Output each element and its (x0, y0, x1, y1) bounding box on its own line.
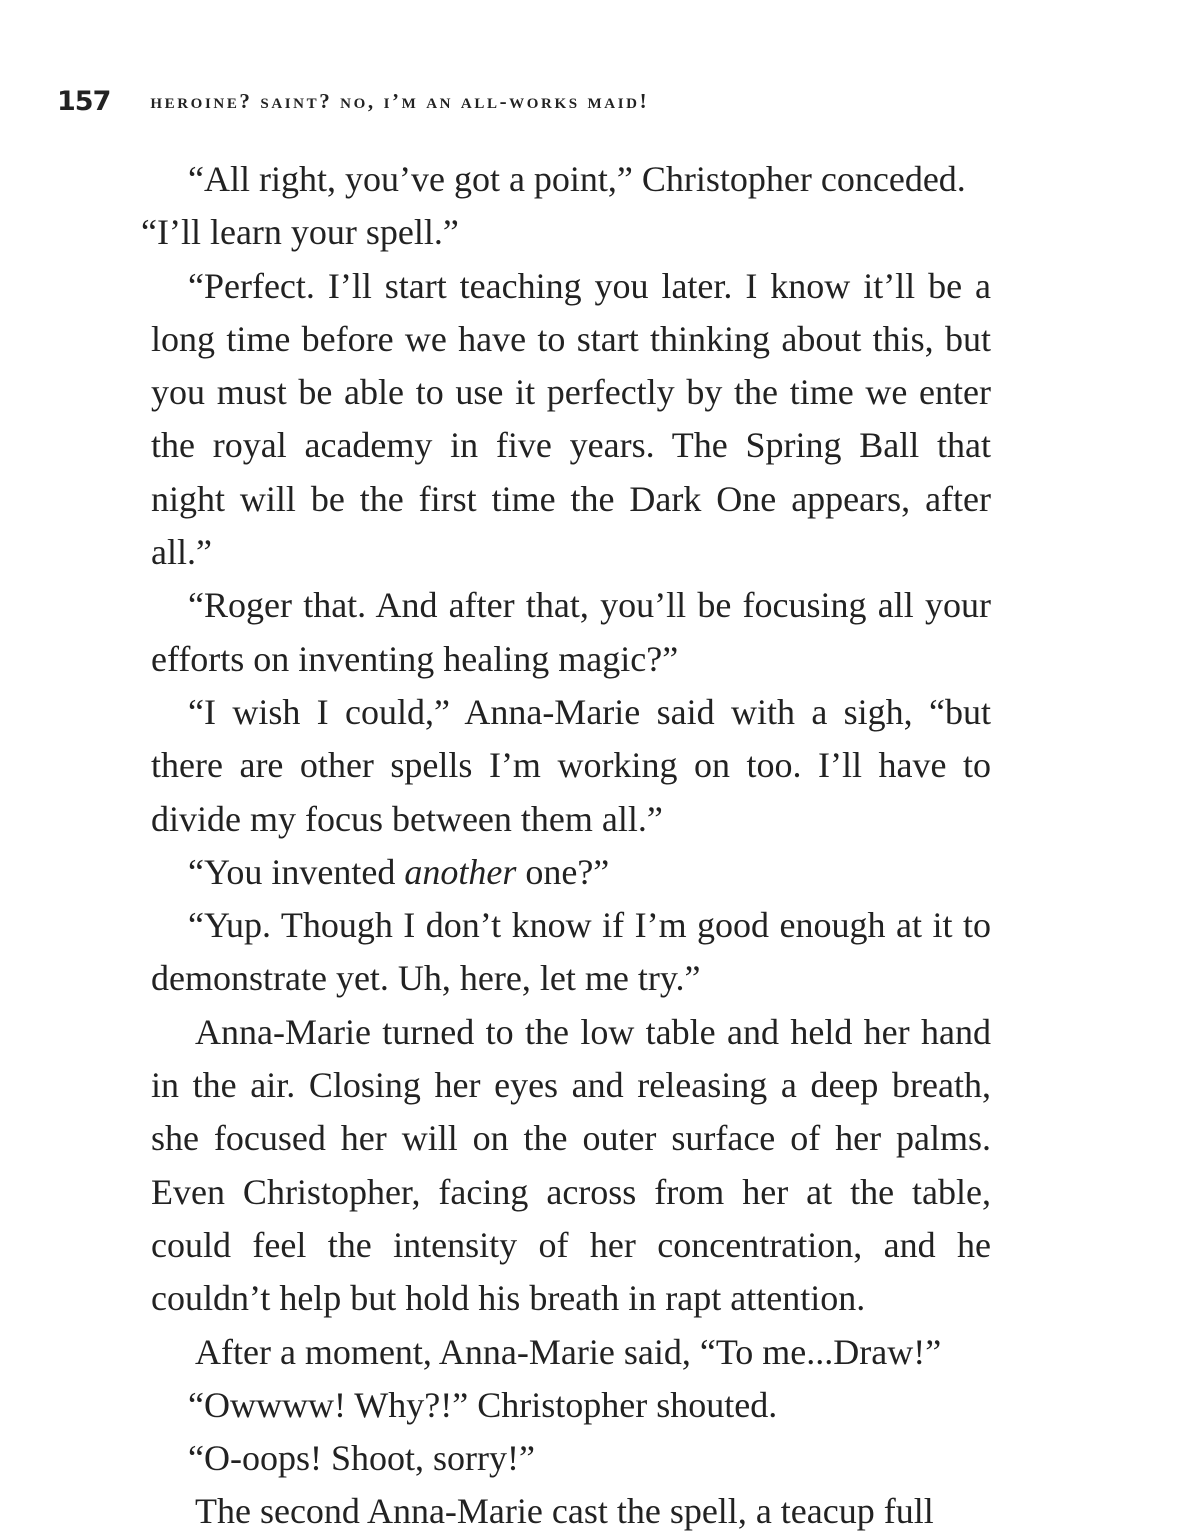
paragraph: After a moment, Anna-Marie said, “To me...Draw!” (195, 1331, 942, 1372)
running-header (57, 84, 649, 118)
page-number: 157 (57, 85, 111, 117)
paragraph-text: one?” (516, 851, 610, 892)
paragraph: “Roger that. And after that, you’ll be focusing all your efforts on inventing healing magic?” (151, 585, 991, 679)
paragraph: “I wish I could,” Anna-Marie said with a sigh, “but there are other spells I’m working on too. I’ll have to divide my focus between them all.” (151, 691, 991, 839)
paragraph: “Perfect. I’ll start teaching you later. I know it’ll be a long time before we have to start thinking about this, but you must be able to use it perfectly by the time we enter the royal academy in five years. The Spring Ball that night will be the first time the Dark One appears, after all.” (151, 265, 991, 573)
italic-emphasis: another (404, 851, 517, 892)
paragraph (151, 846, 991, 899)
paragraph: “Owwww! Why?!” Christopher shouted. (188, 1384, 778, 1425)
book-title: heroine? saint? no, i’m an all-works maid! (150, 88, 650, 113)
paragraph: “Yup. Though I don’t know if I’m good enough at it to demonstrate yet. Uh, here, let me try.” (151, 905, 991, 999)
paragraph: “O-oops! Shoot, sorry!” (188, 1438, 535, 1479)
paragraph-text: “You invented (188, 851, 405, 892)
paragraph: The second Anna-Marie cast the spell, a teacup full (195, 1491, 934, 1532)
paragraph (141, 153, 991, 260)
paragraph: Anna-Marie turned to the low table and held her hand in the air. Closing her eyes and releasing a deep breath, she focused her will on the outer surface of her palms. Even Christopher, facing across from her at the table, could feel the intensity of her concentration, and he couldn’t help but hold his breath in rapt attention. (151, 1011, 991, 1319)
paragraph-line: “All right, you’ve got a point,” Christopher conceded. (188, 159, 966, 199)
paragraph-line: “I’ll learn your spell.” (141, 212, 459, 253)
body-text (141, 153, 991, 1539)
